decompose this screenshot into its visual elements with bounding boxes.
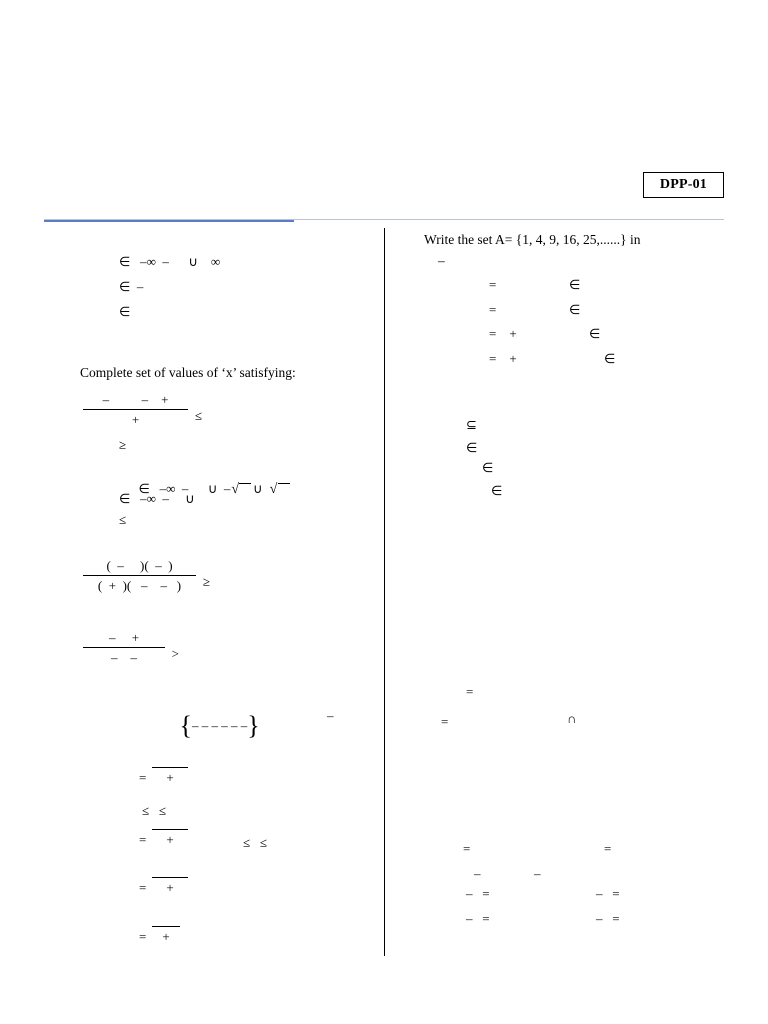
fraction-3 <box>83 630 179 666</box>
right-line-1-eq: = <box>489 277 497 292</box>
fraction-6-denominator: + <box>166 880 174 895</box>
right-subset-symbol: ⊆ <box>466 417 477 432</box>
right-line-3-eq: = + <box>489 326 517 341</box>
right-intersection-symbol: ∩ <box>567 711 577 726</box>
brace-set <box>160 700 260 753</box>
fraction-3-numerator: – + <box>108 630 140 645</box>
fraction-6 <box>152 876 188 896</box>
right-elem-1: ∈ <box>466 440 478 455</box>
header-rule-blue <box>44 220 294 222</box>
right-eq-3: = <box>463 841 471 856</box>
right-eq-1: = <box>466 684 474 699</box>
right-dash-2: – <box>534 866 541 881</box>
brace-set-content: – – – – – – <box>191 718 248 733</box>
brace-set-trailing-dash: – <box>327 708 334 723</box>
right-eq-2: = <box>441 714 449 729</box>
fraction-1 <box>83 392 202 428</box>
right-eq-6: – = <box>596 886 620 901</box>
question-text-line2: – <box>438 252 445 268</box>
right-eq-8: – = <box>596 911 620 926</box>
left-inequality-2: ≤ ≤ <box>243 835 268 850</box>
right-line-3-elem: ∈ <box>589 326 601 341</box>
left-heading-complete-set: Complete set of values of ‘x’ satisfying: <box>80 365 296 380</box>
left-line-1: ∈ –∞ – ∪ ∞ <box>119 254 221 269</box>
fraction-3-denominator: – – <box>111 650 137 665</box>
right-line-4-elem: ∈ <box>604 351 616 366</box>
left-line-radicals <box>119 465 277 514</box>
left-line-leq: ≤ <box>119 512 127 527</box>
fraction-5 <box>152 828 188 848</box>
question-text <box>424 230 724 272</box>
right-eq-4: = <box>604 841 612 856</box>
left-line-2: ∈ – <box>119 279 144 294</box>
fraction-7 <box>152 925 180 945</box>
fraction-1-relation: ≤ <box>194 408 202 423</box>
fraction-7-denominator: + <box>162 929 170 944</box>
right-line-4-eq: = + <box>489 351 517 366</box>
dpp-badge: DPP-01 <box>643 172 724 198</box>
sqrt-icon-2 <box>269 481 278 499</box>
fraction-2 <box>83 558 210 594</box>
right-eq-5: – = <box>466 886 490 901</box>
column-divider <box>384 228 385 956</box>
fraction-2-numerator: ( – )( – ) <box>106 558 173 573</box>
right-dash-1: – <box>474 866 481 881</box>
right-elem-2: ∈ <box>482 460 494 475</box>
question-text-line1: Write the set A= {1, 4, 9, 16, 25,......} in <box>424 232 641 247</box>
fraction-5-equals: = <box>139 832 147 847</box>
right-brace-icon: } <box>247 711 260 740</box>
right-line-2-elem: ∈ <box>569 302 581 317</box>
left-line-3: ∈ <box>119 304 131 319</box>
fraction-7-equals: = <box>139 929 147 944</box>
fraction-1-numerator: – – + <box>102 392 169 407</box>
fraction-1-denominator: + <box>131 412 140 427</box>
fraction-2-denominator: ( + )( – – ) <box>97 578 182 593</box>
fraction-6-equals: = <box>139 880 147 895</box>
right-eq-7: – = <box>466 911 490 926</box>
right-line-2-eq: = <box>489 302 497 317</box>
right-line-1-elem: ∈ <box>569 277 581 292</box>
fraction-2-relation: ≥ <box>202 574 210 589</box>
fraction-5-denominator: + <box>166 832 174 847</box>
fraction-4-equals: = <box>139 770 147 785</box>
fraction-4 <box>152 766 188 786</box>
radical-line-union: ∪ <box>253 480 263 496</box>
left-line-geq: ≥ <box>119 437 127 452</box>
radical-line-prefix: ∈ –∞ – ∪ – <box>138 480 231 496</box>
left-inequality-1: ≤ ≤ <box>142 803 167 818</box>
left-brace-icon: { <box>179 711 192 740</box>
sqrt-icon-1 <box>230 481 239 499</box>
fraction-4-denominator: + <box>166 770 174 785</box>
fraction-3-relation: > <box>171 646 179 661</box>
left-line-interval: ∈ –∞ – ∪ <box>119 491 195 506</box>
right-elem-3: ∈ <box>491 483 503 498</box>
